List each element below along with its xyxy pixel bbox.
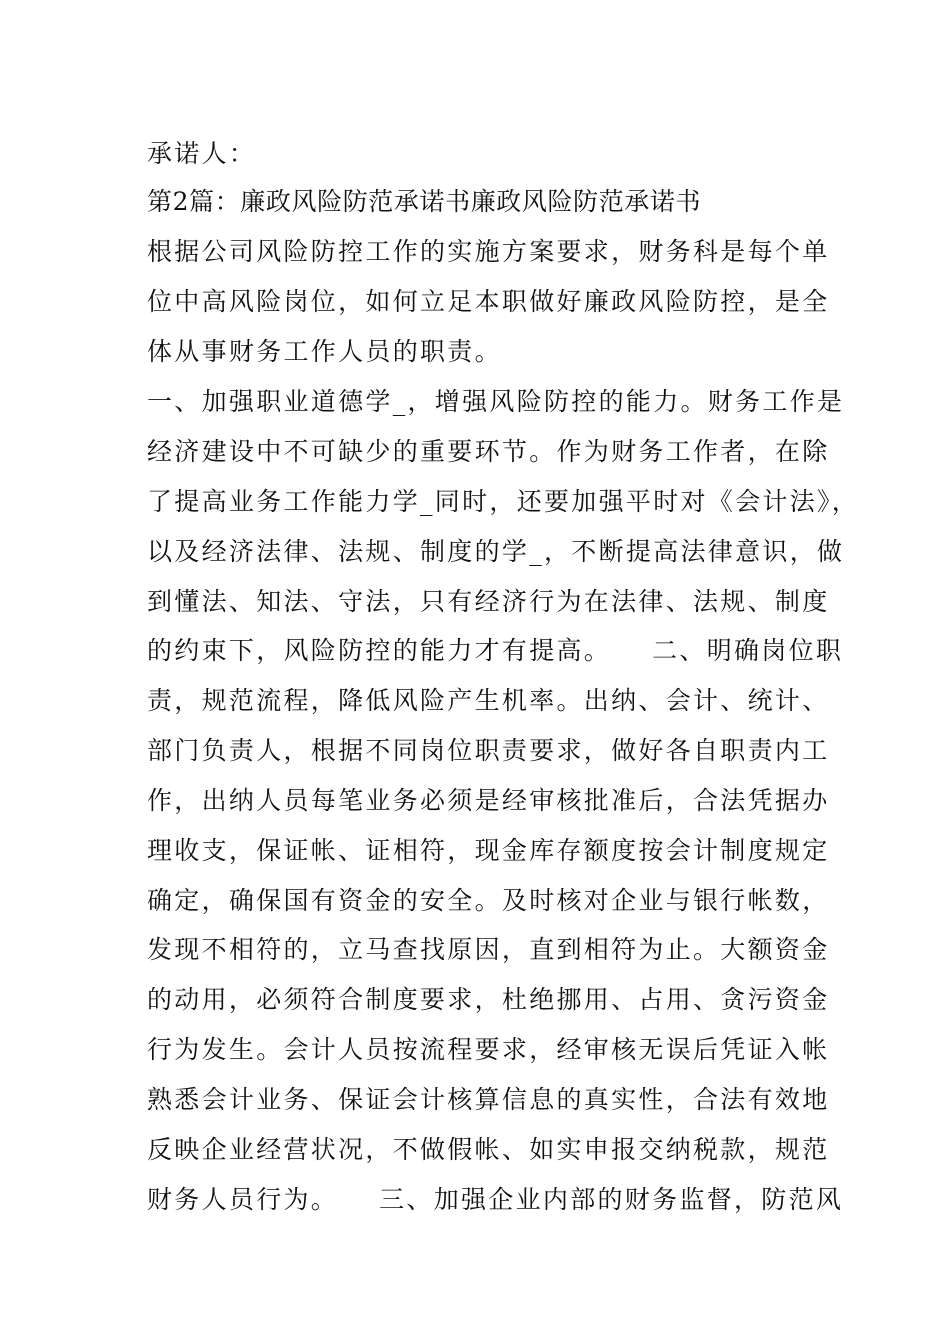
- text-line: 部门负责人，根据不同岗位职责要求，做好各自职责内工: [147, 736, 830, 765]
- text-line: 熟悉会计业务、保证会计核算信息的真实性，合法有效地: [147, 1085, 830, 1114]
- text-line: 行为发生。会计人员按流程要求，经审核无误后凭证入帐: [147, 1035, 830, 1064]
- text-line: 理收支，保证帐、证相符，现金库存额度按会计制度规定: [147, 836, 830, 865]
- text-line: 发现不相符的，立马查找原因，直到相符为止。大额资金: [147, 935, 830, 964]
- text-line: 经济建设中不可缺少的重要环节。作为财务工作者，在除: [147, 437, 830, 466]
- text-line: 根据公司风险防控工作的实施方案要求，财务科是每个单: [147, 237, 830, 266]
- text-line: 一、加强职业道德学_，增强风险防控的能力。财务工作是: [147, 387, 845, 416]
- text-line: 了提高业务工作能力学_同时，还要加强平时对《会计法》，: [147, 487, 860, 516]
- text-line: 作，出纳人员每笔业务必须是经审核批准后，合法凭据办: [147, 786, 830, 815]
- text-line: 以及经济法律、法规、制度的学_，不断提高法律意识，做: [147, 537, 845, 566]
- signatory-label: 承诺人：: [147, 139, 257, 168]
- text-line: 位中高风险岗位，如何立足本职做好廉政风险防控，是全: [147, 287, 830, 316]
- text-line: 责，规范流程，降低风险产生机率。出纳、会计、统计、: [147, 686, 830, 715]
- text-line: 体从事财务工作人员的职责。: [147, 337, 502, 366]
- text-line: 确定，确保国有资金的安全。及时核对企业与银行帐数，: [147, 886, 830, 915]
- section-heading: 第2篇：廉政风险防范承诺书廉政风险防范承诺书: [147, 187, 702, 216]
- text-line: 的约束下，风险防控的能力才有提高。 二、明确岗位职: [147, 636, 844, 665]
- text-line: 反映企业经营状况，不做假帐、如实申报交纳税款，规范: [147, 1135, 830, 1164]
- text-line: 的动用，必须符合制度要求，杜绝挪用、占用、贪污资金: [147, 985, 830, 1014]
- text-line: 到懂法、知法、守法，只有经济行为在法律、法规、制度: [147, 587, 830, 616]
- text-line: 财务人员行为。 三、加强企业内部的财务监督，防范风: [147, 1185, 844, 1214]
